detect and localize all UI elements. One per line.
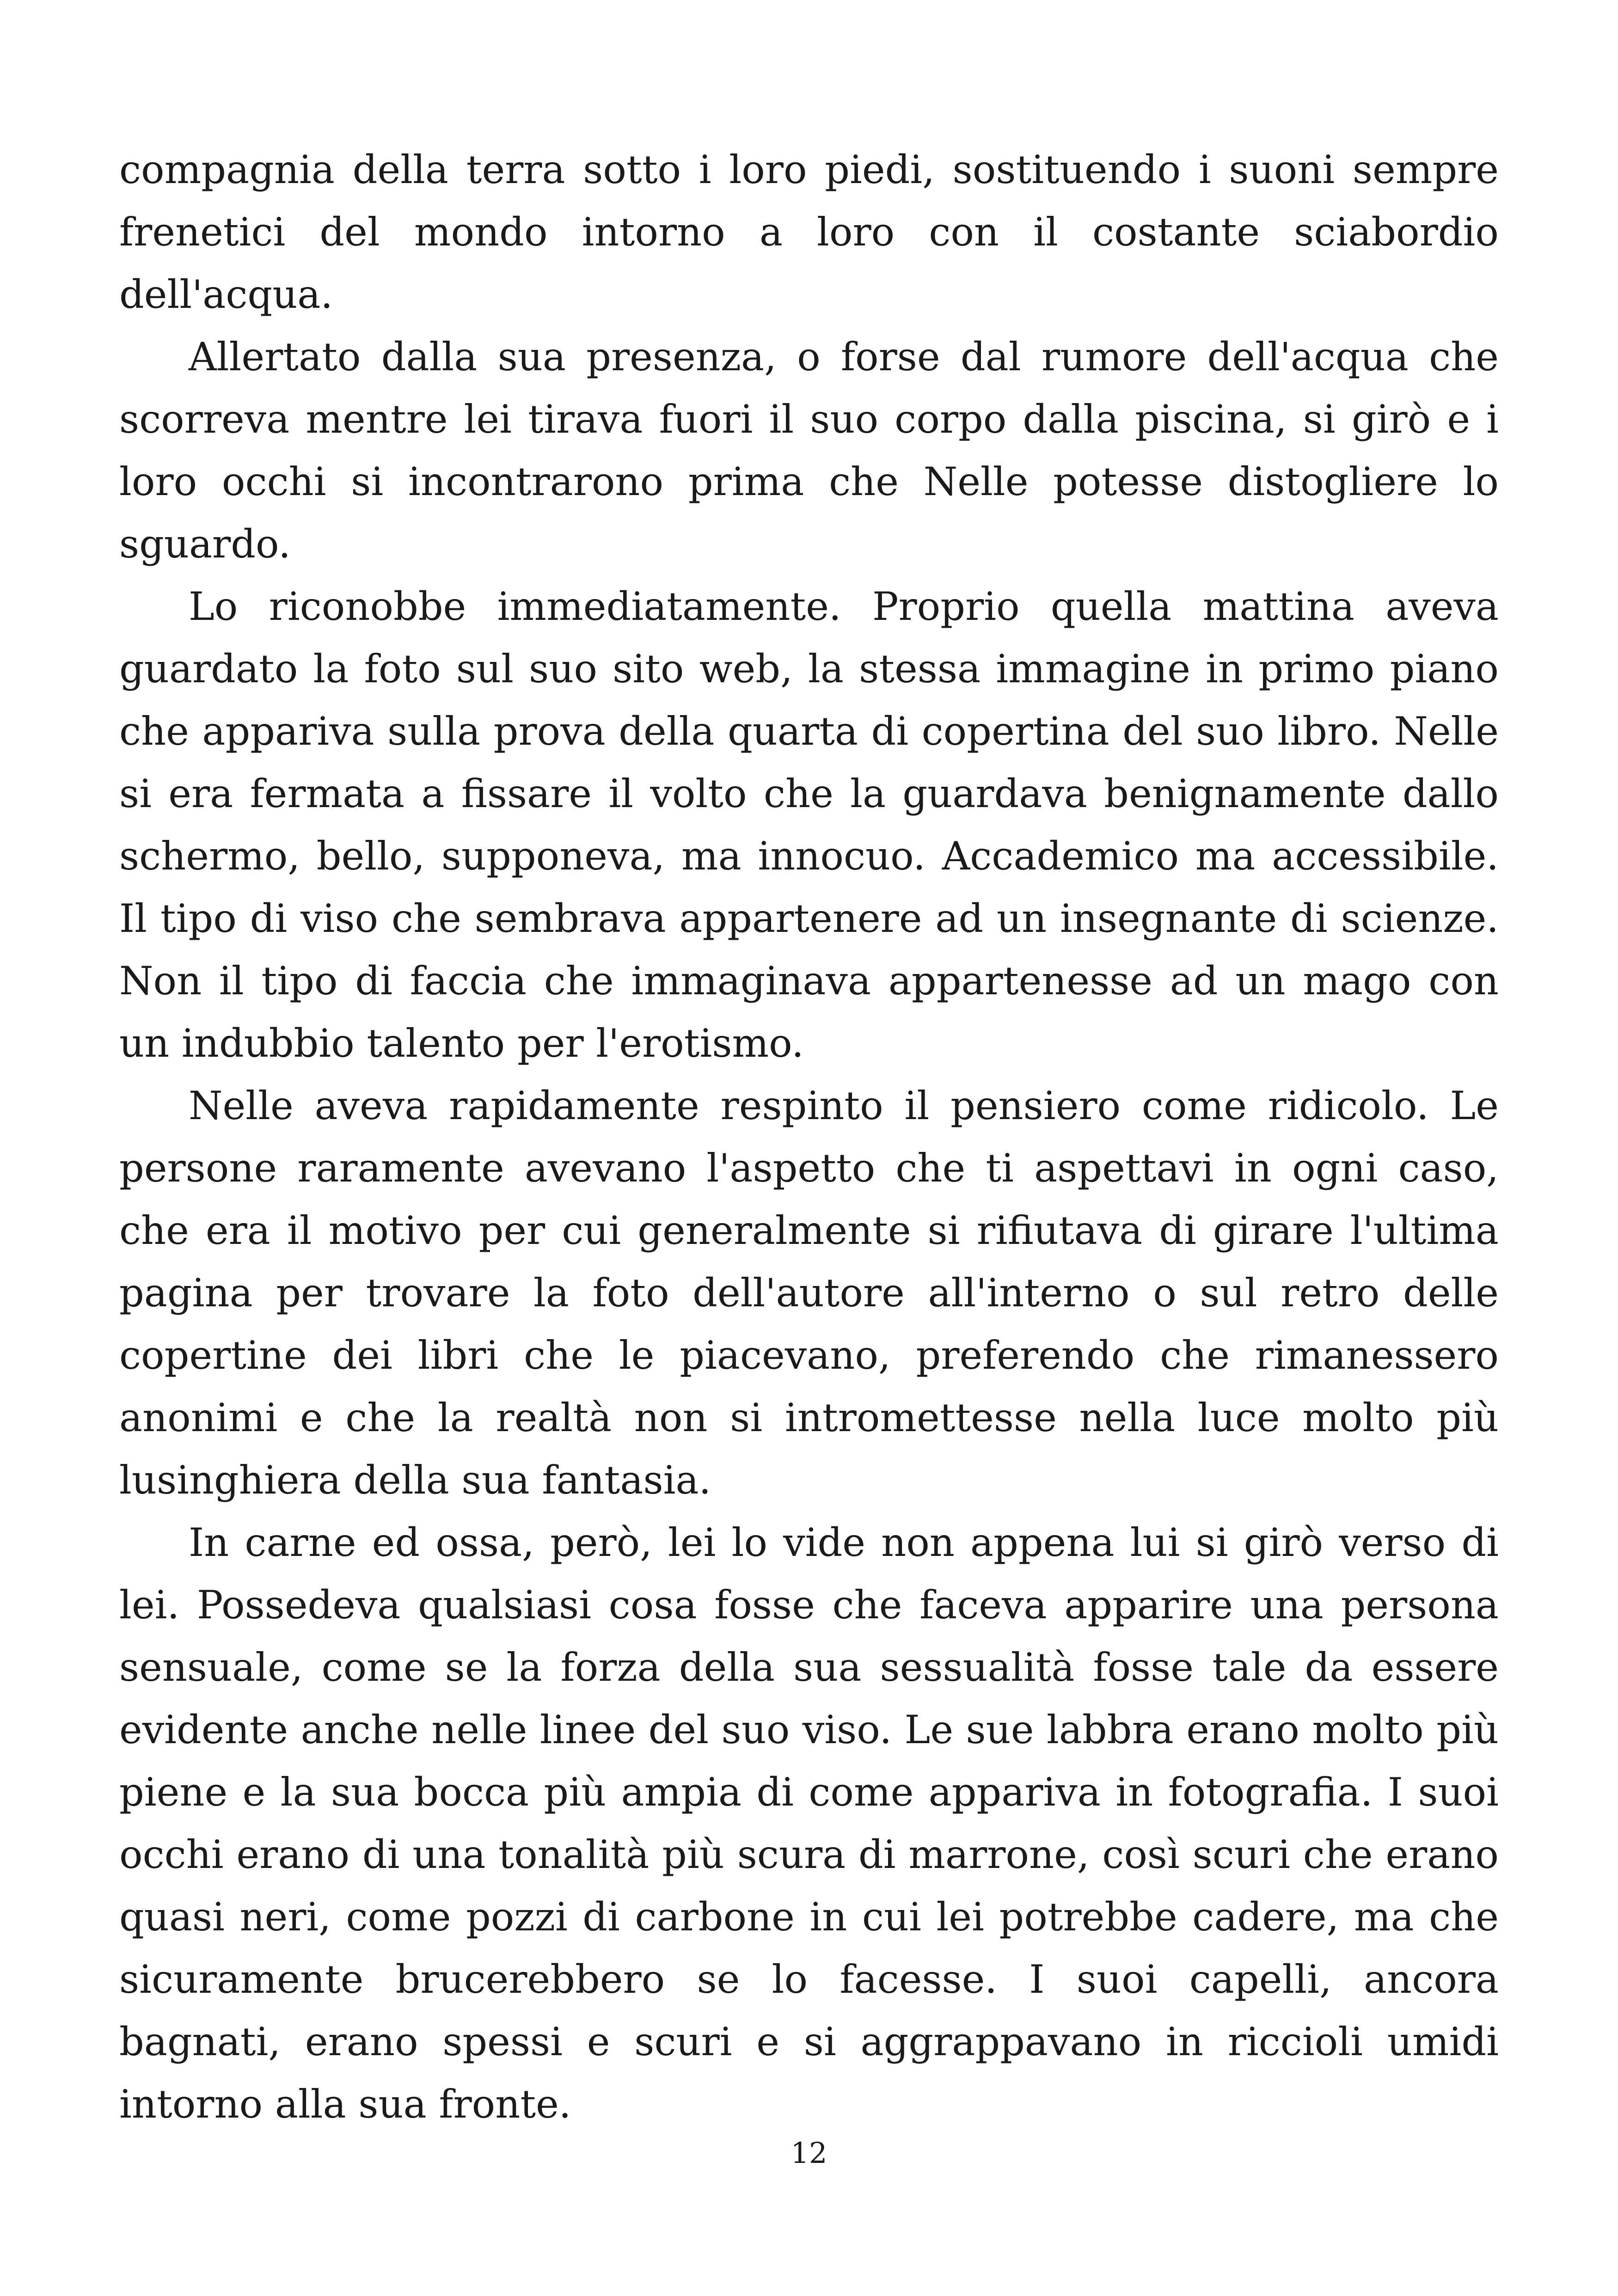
page-body <box>119 139 1499 2136</box>
paragraph-5: In carne ed ossa, però, lei lo vide non appena lui si girò verso di lei. Possedeva qualsiasi cosa fosse che faceva apparire una persona sensuale, come se la forza della sua sessualità fosse tale da essere evidente anche nelle linee del suo viso. Le sue labbra erano molto più piene e la sua bocca più ampia di come appariva in fotografia. I suoi occhi erano di una tonalità più scura di marrone, così scuri che erano quasi neri, come pozzi di carbone in cui lei potrebbe cadere, ma che sicuramente brucerebbero se lo facesse. I suoi capelli, ancora bagnati, erano spessi e scuri e si aggrappavano in riccioli umidi intorno alla sua fronte. <box>119 1520 1499 2127</box>
page-number: 12 <box>791 2136 827 2170</box>
paragraph-1: compagnia della terra sotto i loro piedi, sostituendo i suoni sempre frenetici del mondo intorno a loro con il costante sciabordio dell'acqua. <box>119 147 1499 317</box>
paragraph-4: Nelle aveva rapidamente respinto il pensiero come ridicolo. Le persone raramente avevano l'aspetto che ti aspettavi in ogni caso, che era il motivo per cui generalmente si rifiutava di girare l'ultima pagina per trovare la foto dell'autore all'interno o sul retro delle copertine dei libri che le piacevano, preferendo che rimanessero anonimi e che la realtà non si intromettesse nella luce molto più lusinghiera della sua fantasia. <box>119 1083 1499 1503</box>
paragraph-2: Allertato dalla sua presenza, o forse dal rumore dell'acqua che scorreva mentre lei tirava fuori il suo corpo dalla piscina, si girò e i loro occhi si incontrarono prima che Nelle potesse distogliere lo sguardo. <box>119 334 1499 567</box>
paragraph-3: Lo riconobbe immediatamente. Proprio quella mattina aveva guardato la foto sul suo sito web, la stessa immagine in primo piano che appariva sulla prova della quarta di copertina del suo libro. Nelle si era fermata a fissare il volto che la guardava benignamente dallo schermo, bello, supponeva, ma innocuo. Accademico ma accessibile. Il tipo di viso che sembrava appartenere ad un insegnante di scienze. Non il tipo di faccia che immaginava appartenesse ad un mago con un indubbio talento per l'erotismo. <box>119 584 1499 1066</box>
